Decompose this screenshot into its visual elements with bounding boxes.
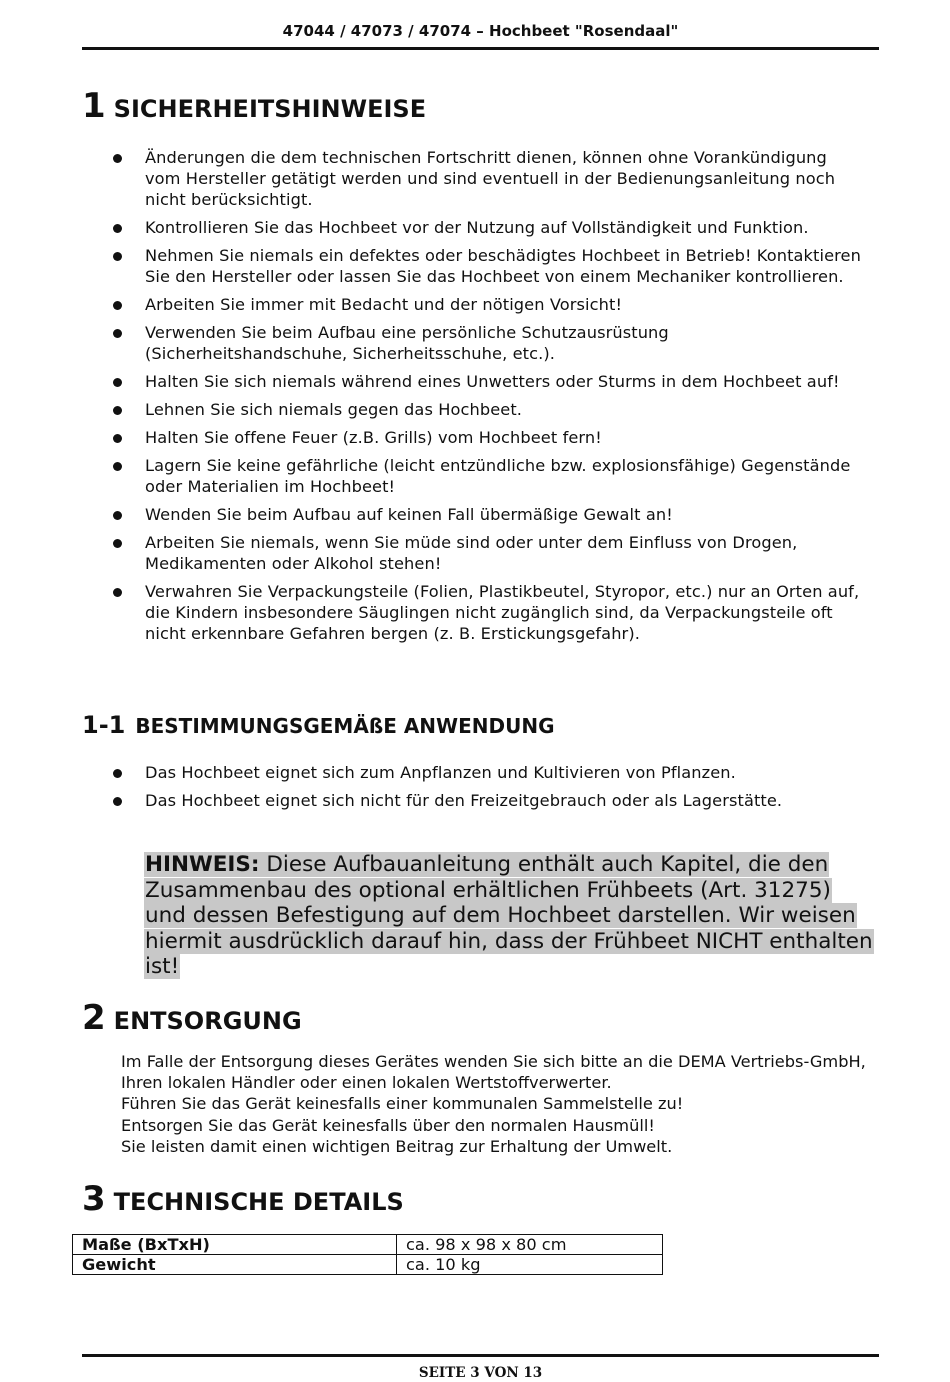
table-row bbox=[73, 1235, 663, 1255]
section-title: TECHNISCHE DETAILS bbox=[113, 1188, 404, 1216]
list-item: Kontrollieren Sie das Hochbeet vor der Nutzung auf Vollständigkeit und Funktion. bbox=[0, 217, 865, 238]
bullet-icon bbox=[113, 224, 122, 233]
paragraph-line: Sie leisten damit einen wichtigen Beitrag zur Erhaltung der Umwelt. bbox=[121, 1136, 673, 1156]
table-key: Maße (BxTxH) bbox=[73, 1235, 397, 1255]
section-1-heading bbox=[82, 86, 426, 126]
list-item: Arbeiten Sie niemals, wenn Sie müde sind oder unter dem Einfluss von Drogen, Medikamenten oder Alkohol stehen! bbox=[0, 532, 865, 574]
notice-label: HINWEIS: bbox=[145, 852, 260, 877]
list-item: Nehmen Sie niemals ein defektes oder beschädigtes Hochbeet in Betrieb! Kontaktieren Sie den Hersteller oder lassen Sie das Hochbeet von einem Mechaniker kontrollieren. bbox=[0, 245, 865, 287]
bullet-icon bbox=[113, 154, 122, 163]
list-item: Das Hochbeet eignet sich zum Anpflanzen und Kultivieren von Pflanzen. bbox=[0, 762, 865, 783]
page-number: SEITE 3 VON 13 bbox=[418, 1365, 543, 1381]
bullet-icon bbox=[113, 588, 122, 597]
usage-list bbox=[0, 762, 865, 818]
section-number: 1 bbox=[82, 86, 106, 126]
bullet-icon bbox=[113, 539, 122, 548]
bullet-icon bbox=[113, 797, 122, 806]
bullet-icon bbox=[113, 462, 122, 471]
technical-details-table bbox=[72, 1234, 663, 1275]
section-number: 2 bbox=[82, 998, 106, 1038]
notice-box bbox=[144, 852, 874, 980]
list-item: Verwenden Sie beim Aufbau eine persönliche Schutzausrüstung (Sicherheitshandschuhe, Sicherheitsschuhe, etc.). bbox=[0, 322, 865, 364]
list-item: Arbeiten Sie immer mit Bedacht und der nötigen Vorsicht! bbox=[0, 294, 865, 315]
section-number: 1-1 bbox=[82, 711, 126, 739]
section-3-heading bbox=[82, 1179, 404, 1219]
bullet-icon bbox=[113, 406, 122, 415]
bullet-icon bbox=[113, 329, 122, 338]
section-2-heading bbox=[82, 998, 302, 1038]
paragraph-line: Entsorgen Sie das Gerät keinesfalls über den normalen Hausmüll! bbox=[121, 1115, 655, 1135]
list-item: Verwahren Sie Verpackungsteile (Folien, Plastikbeutel, Styropor, etc.) nur an Orten auf, die Kindern insbesondere Säuglingen nicht zugänglich sind, da Verpackungsteile oft nicht erkennbare Gefahren bergen (z. B. Erstickungsgefahr). bbox=[0, 581, 865, 644]
list-item: Lagern Sie keine gefährliche (leicht entzündliche bzw. explosionsfähige) Gegenstände oder Materialien im Hochbeet! bbox=[0, 455, 865, 497]
list-item: Halten Sie sich niemals während eines Unwetters oder Sturms in dem Hochbeet auf! bbox=[0, 371, 865, 392]
bullet-icon bbox=[113, 434, 122, 443]
bullet-icon bbox=[113, 252, 122, 261]
list-item: Lehnen Sie sich niemals gegen das Hochbeet. bbox=[0, 399, 865, 420]
table-key: Gewicht bbox=[73, 1255, 397, 1275]
bullet-icon bbox=[113, 511, 122, 520]
list-item: Wenden Sie beim Aufbau auf keinen Fall übermäßige Gewalt an! bbox=[0, 504, 865, 525]
bullet-icon bbox=[113, 301, 122, 310]
notice-text: Diese Aufbauanleitung enthält auch Kapitel, die den Zusammenbau des optional erhältlichen Frühbeets (Art. 31275) und dessen Befestigung auf dem Hochbeet darstellen. Wir weisen hiermit ausdrücklich darauf hin, dass der Frühbeet NICHT enthalten ist! bbox=[145, 852, 873, 979]
list-item: Halten Sie offene Feuer (z.B. Grills) vom Hochbeet fern! bbox=[0, 427, 865, 448]
bullet-icon bbox=[113, 378, 122, 387]
document-header: 47044 / 47073 / 47074 – Hochbeet "Rosendaal" bbox=[282, 22, 679, 40]
section-title: BESTIMMUNGSGEMÄßE ANWENDUNG bbox=[135, 714, 555, 738]
footer-rule bbox=[82, 1354, 879, 1357]
paragraph-line: Im Falle der Entsorgung dieses Gerätes wenden Sie sich bitte an die DEMA Vertriebs-GmbH, Ihren lokalen Händler oder einen lokalen Wertstoffverwerter. bbox=[121, 1052, 866, 1093]
list-item: Das Hochbeet eignet sich nicht für den Freizeitgebrauch oder als Lagerstätte. bbox=[0, 790, 865, 811]
table-value: ca. 98 x 98 x 80 cm bbox=[397, 1235, 663, 1255]
table-value: ca. 10 kg bbox=[397, 1255, 663, 1275]
safety-list bbox=[0, 147, 865, 651]
disposal-text bbox=[121, 1051, 881, 1157]
header-rule bbox=[82, 47, 879, 50]
list-item: Änderungen die dem technischen Fortschritt dienen, können ohne Vorankündigung vom Hersteller getätigt werden und sind eventuell in der Bedienungsanleitung noch nicht berücksichtigt. bbox=[0, 147, 865, 210]
section-title: ENTSORGUNG bbox=[113, 1007, 302, 1035]
bullet-icon bbox=[113, 769, 122, 778]
paragraph-line: Führen Sie das Gerät keinesfalls einer kommunalen Sammelstelle zu! bbox=[121, 1094, 684, 1114]
section-number: 3 bbox=[82, 1179, 106, 1219]
section-title: SICHERHEITSHINWEISE bbox=[113, 95, 427, 123]
section-1-1-heading bbox=[82, 711, 555, 739]
table-row bbox=[73, 1255, 663, 1275]
